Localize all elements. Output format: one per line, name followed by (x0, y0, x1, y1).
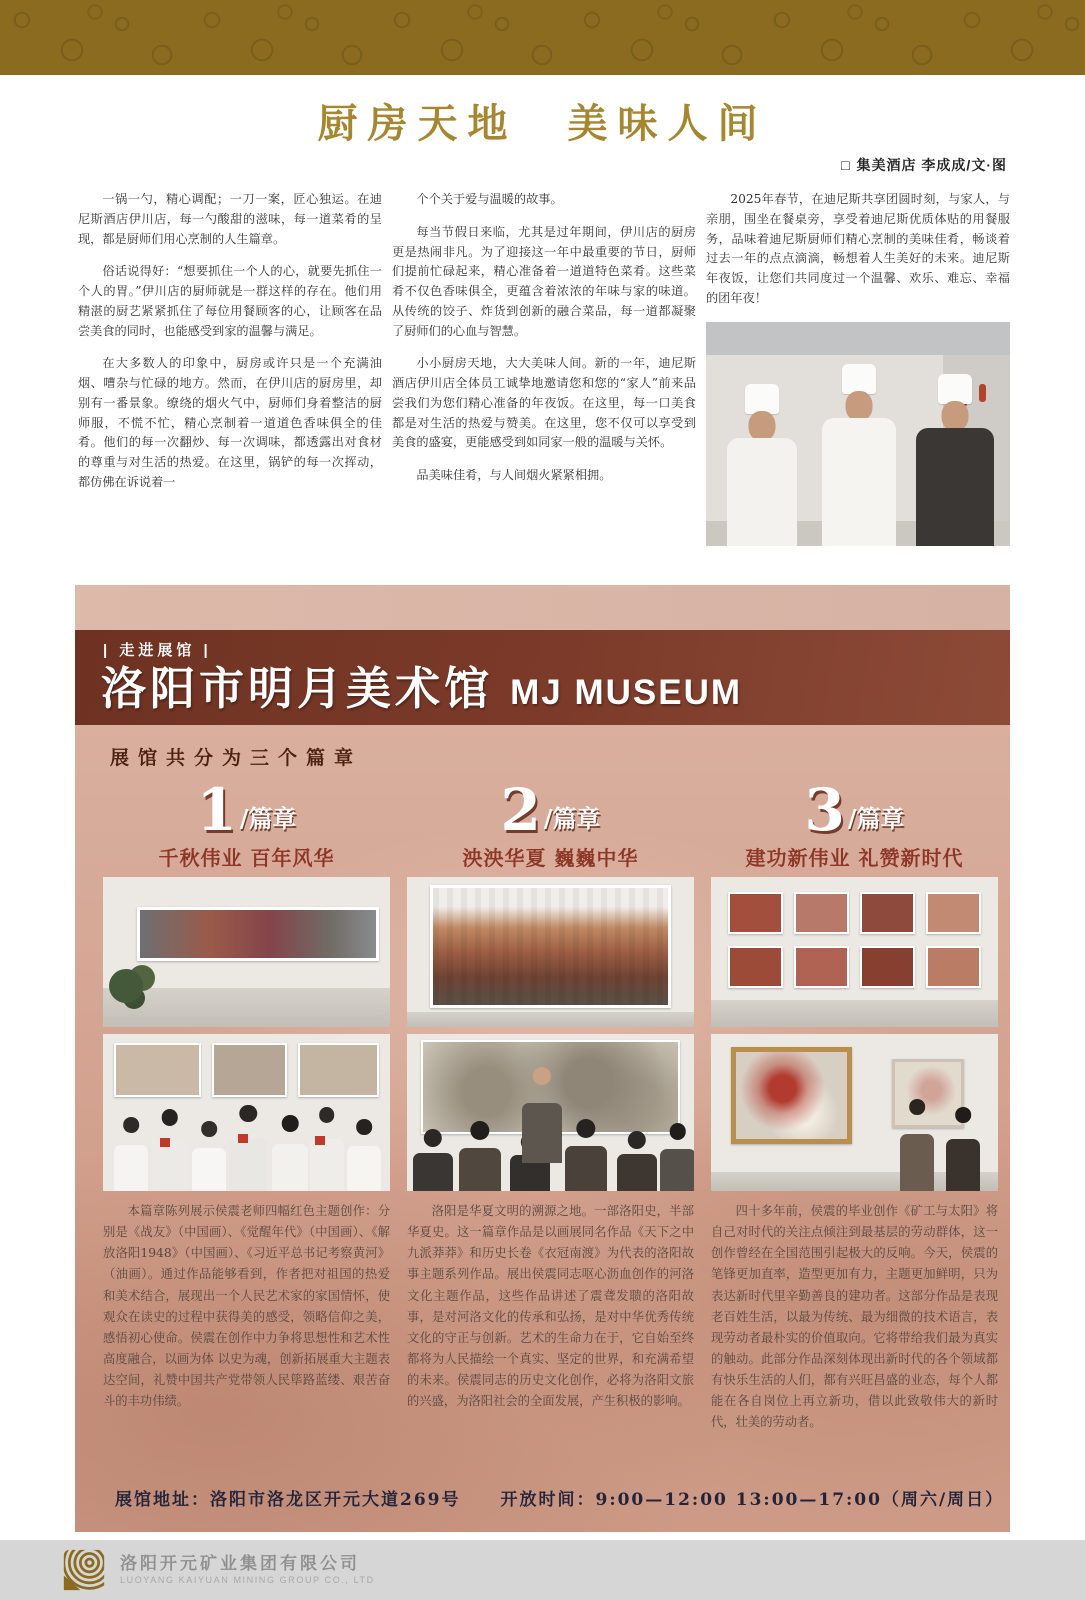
photo-docent-crowd (407, 1034, 694, 1191)
red-scarf (160, 1138, 170, 1147)
hours-value: 9:00—12:00 13:00—17:00（周六/周日） (595, 1490, 1005, 1510)
painting-frame (860, 892, 915, 934)
student-figure (192, 1121, 226, 1191)
gallery-floor (103, 988, 390, 1027)
photo-framed-works-grid (711, 877, 998, 1027)
chapters-row (103, 776, 998, 1477)
chapter-suffix: /篇章 (543, 804, 601, 833)
visitor-figure (617, 1131, 657, 1191)
painting (730, 948, 781, 986)
byline-text: 集美酒店 李成成/文·图 (856, 157, 1007, 173)
painting-frame (926, 892, 981, 934)
museum-kicker: | 走进展馆 | (103, 642, 212, 659)
paragraph: 品美味佳肴，与人间烟火紧紧相拥。 (416, 468, 612, 483)
student-figure (152, 1109, 188, 1191)
hours-label: 开放时间： (500, 1490, 596, 1510)
chef-hat (938, 374, 972, 404)
visitor-figure (900, 1099, 934, 1191)
docent-figure (522, 1067, 562, 1163)
paragraph: 小小厨房天地，大大美味人间。新的一年，迪尼斯酒店伊川店全体员工诚挚地邀请您和您的“家人”前来品尝我们为您们精心准备的年夜饭。在这里，每一口美食都是对生活的热爱与赞美。在这里，您不仅可以享受到美食的盛宴，更能感受到如同家一般的温暖与关怀。 (392, 356, 696, 450)
chapter-number: 1 (196, 776, 237, 844)
article-column-3 (706, 190, 1010, 576)
chapter-suffix: /篇章 (239, 804, 297, 833)
paragraph: 俗话说得好：“想要抓住一个人的心，就要先抓住一个人的胃。”伊川店的厨师就是一群这样的存在。他们用精湛的厨艺紧紧抓住了每位用餐顾客的心，让顾客在品尝美食的同时，也能感受到家的温馨与满足。 (78, 264, 382, 338)
article-column-1 (78, 190, 382, 576)
photo-three-chefs-kitchen (706, 322, 1010, 546)
article-column-2 (392, 190, 696, 576)
paragraph: 在大多数人的印象中，厨房或许只是一个充满油烟、嘈杂与忙碌的地方。然而，在伊川店的厨房里，却别有一番景象。缭绕的烟火气中，厨师们身着整洁的厨师服，不慌不忙，精心烹制着一道道色香味俱全的佳肴。他们的每一次翻炒、每一次调味，都透露出对食材的尊重与对生活的热爱。在这里，锅铲的每一次挥动，都仿佛在诉说着一 (78, 356, 382, 489)
painting (116, 1045, 198, 1094)
company-name-cn: 洛阳开元矿业集团有限公司 (120, 1554, 360, 1575)
museum-subtitle: 展馆共分为三个篇章 (110, 747, 363, 769)
chapter-3-number (711, 776, 998, 844)
photo-landscape-painting (407, 877, 694, 1027)
museum-title-en: MJ MUSEUM (510, 673, 743, 712)
chef-coat-black (916, 428, 994, 546)
painting-frame (114, 1043, 200, 1096)
opera-figure-painting (736, 1052, 847, 1139)
page-title: 厨房天地 美味人间 (317, 100, 768, 147)
chapter-2-title: 泱泱华夏 巍巍中华 (462, 845, 639, 870)
paragraph: 个个关于爱与温暖的故事。 (416, 192, 563, 206)
kitchen-ceiling (706, 322, 1010, 356)
chapter-number: 3 (804, 776, 845, 844)
painting (862, 948, 913, 986)
paragraph: 洛阳是华夏文明的溯源之地。一部洛阳史，半部华夏史。这一篇章作品是以画展同名作品《天下之中 九派莽莽》和历史长卷《衣冠南渡》为代表的洛阳故事主题系列作品。展出侯震同志呕心沥血创作的河洛文化主题作品，这些作品讲述了震聋发聩的洛阳故事，是对河洛文化的传承和弘扬，是对中华优秀传统文化的守正与创新。艺术的生命力在于，它自始至终都将为人民描绘一个真实、坚定的世界，和充满希望的未来。侯震同志的历史文化创作，必将为洛阳文旅的兴盛，为洛阳社会的全面发展，产生积极的影响。 (407, 1204, 694, 1409)
visitor-figure (660, 1123, 694, 1191)
chef-figure-right (916, 374, 994, 546)
chef-figure-middle (822, 364, 896, 546)
chapter-2-number (407, 776, 694, 844)
company-logo-icon (62, 1548, 106, 1592)
visitor-figure (459, 1121, 501, 1191)
chapter-3-text (711, 1201, 998, 1477)
paragraph: 每当节假日来临，尤其是过年期间，伊川店的厨房更是热闹非凡。为了迎接这一年中最重要的节日，厨师们提前忙碌起来，精心准备着一道道特色菜肴。这些菜肴不仅色香味俱全，更蕴含着浓浓的年味与家的味道。从传统的饺子、炸货到创新的融合菜品，每一道都凝聚了厨师们的心血与智慧。 (392, 224, 696, 338)
painting (300, 1045, 376, 1094)
painting-frame (430, 885, 671, 1008)
potted-plant (109, 969, 143, 1003)
painting-frame (794, 892, 849, 934)
chef-coat-white (727, 438, 797, 546)
chef-face (941, 401, 968, 431)
painting-frame (728, 946, 783, 988)
chapter-3 (711, 777, 998, 1477)
chapter-2 (407, 777, 694, 1477)
painting (796, 894, 847, 932)
address-label: 展馆地址： (115, 1490, 210, 1510)
company-name-en: LUOYANG KAIYUAN MINING GROUP CO., LTD (120, 1574, 375, 1585)
painting-frame (794, 946, 849, 988)
poster-body (75, 725, 1010, 1532)
chef-figure-left (727, 384, 797, 546)
paragraph: 一锅一勺，精心调配；一刀一案，匠心独运。在迪尼斯酒店伊川店，每一勺酸甜的滋味，每一道菜肴的呈现，都是厨师们用心烹制的人生篇章。 (78, 192, 382, 246)
painting-frame (926, 946, 981, 988)
gallery-floor (407, 1012, 694, 1027)
chapter-2-text (407, 1201, 694, 1477)
chef-hat (745, 384, 779, 414)
photo-two-paintings-visitors (711, 1034, 998, 1191)
painting (214, 1045, 285, 1094)
article-body (78, 190, 1010, 576)
company-name-block (120, 1555, 375, 1585)
visitor-figure (565, 1119, 607, 1191)
poster-top-strip (75, 585, 1010, 630)
panorama-painting (140, 910, 375, 958)
painting (730, 894, 781, 932)
student-figure (310, 1107, 344, 1191)
paragraph: 四十多年前，侯震的毕业创作《矿工与太阳》将自己对时代的关注点倾注到最基层的劳动群体，这一创作曾经在全国范围引起极大的反响。今天，侯震的笔锋更加直率，造型更加有力，主题更加鲜明，只为表达新时代里辛勤善良的建功者。这部分作品是表现老百姓生活，以最为传统、最为细微的技术语言，表现劳动者最朴实的价值取向。它将带给我们最为真实的触动。此部分作品深刻体现出新时代的各个领域都有快乐生活的人们，都有兴旺昌盛的业态，每个人都能在各自岗位上再立新功，借以此致敬伟大的新时代，壮美的劳动者。 (711, 1204, 998, 1430)
chapter-1-text (103, 1201, 390, 1477)
chapter-1-number (103, 776, 390, 844)
student-figure (347, 1119, 381, 1191)
chapter-1 (103, 777, 390, 1477)
visitor-figure (946, 1107, 980, 1191)
paragraph: 2025年春节，在迪尼斯共享团圆时刻，与家人，与亲朋，围坐在餐桌旁，享受着迪尼斯优质体贴的用餐服务，品味着迪尼斯厨师们精心烹制的美味佳肴，畅谈着过去一年的点点滴滴，畅想着人生美好的未来。迪尼斯年夜饭，让您们共同度过一个温馨、欢乐、难忘、幸福的团年夜！ (706, 192, 1010, 305)
photo-panorama-gallery (103, 877, 390, 1027)
painting-frame (137, 907, 378, 961)
chapter-1-title: 千秋伟业 百年风华 (158, 845, 335, 870)
student-figure (272, 1115, 308, 1191)
museum-banner (75, 630, 1010, 725)
painting (928, 894, 979, 932)
chef-hat (842, 364, 876, 394)
mountain-painting (433, 888, 668, 1005)
chef-face (845, 391, 872, 421)
painting-frame (298, 1043, 378, 1096)
painting (928, 948, 979, 986)
red-scarf (238, 1134, 248, 1143)
gallery-floor (711, 1000, 998, 1027)
visitor-figure (413, 1129, 453, 1191)
address-value: 洛阳市洛龙区开元大道269号 (210, 1490, 461, 1510)
painting (796, 948, 847, 986)
painting-frame (212, 1043, 287, 1096)
gold-framed-painting (731, 1047, 852, 1144)
chef-face (749, 411, 776, 441)
museum-title-cn: 洛阳市明月美术馆 (101, 662, 494, 715)
museum-poster-section (75, 585, 1010, 1532)
museum-title-row (101, 652, 742, 717)
painting (862, 894, 913, 932)
chapter-suffix: /篇章 (847, 804, 905, 833)
painting-frame (728, 892, 783, 934)
museum-footer-info (115, 1485, 1005, 1510)
student-figure (229, 1105, 267, 1191)
chef-coat-white (822, 418, 896, 546)
paragraph: 本篇章陈列展示侯震老师四幅红色主题创作：分别是《战友》（中国画）、《觉醒年代》（中国画）、《解放洛阳1948》（中国画）、《习近平总书记考察黄河》（油画）。通过作品能够看到，作者把对祖国的热爱和美术结合，展现出一个人民艺术家的家国情怀，使观众在读史的过程中获得美的感受，领略信仰之美，感悟初心使命。侯震在创作中力争将思想性和艺术性高度融合，以画为体 以史为魂，创新拓展重大主题表达空间，礼赞中国共产党带领人民筚路蓝缕、艰苦奋斗的丰功伟绩。 (103, 1204, 390, 1409)
company-footer-bar (0, 1540, 1085, 1600)
byline-box-icon: □ (841, 157, 851, 173)
photo-students-viewing (103, 1034, 390, 1191)
red-scarf (315, 1136, 325, 1145)
decorative-cloud-band (0, 0, 1085, 75)
painting-frame (860, 946, 915, 988)
chapter-number: 2 (500, 776, 541, 844)
byline (841, 155, 1007, 175)
chapter-3-title: 建功新伟业 礼赞新时代 (745, 845, 964, 870)
student-figure (114, 1117, 148, 1191)
